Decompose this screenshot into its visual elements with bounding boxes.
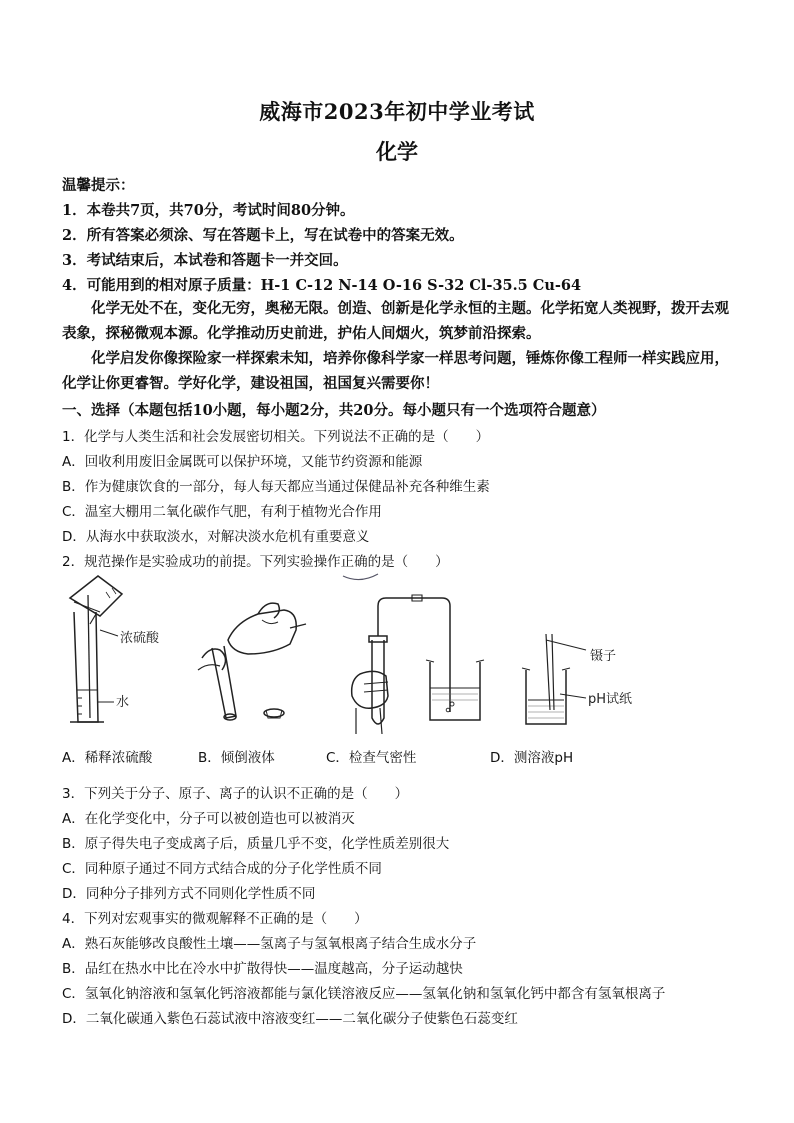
q3-option-a: A．在化学变化中，分子可以被创造也可以被消灭 [62,811,355,827]
figure-a-dilute-acid [70,576,160,722]
figure-d-measure-ph [522,634,632,724]
caption-a: A．稀释浓硫酸 [62,750,153,766]
tips-heading: 温馨提示： [62,177,135,194]
exam-title: 威海市2023年初中学业考试 [259,99,535,124]
experiment-figure [60,570,740,740]
label-water: 水 [116,695,130,710]
q3-option-b: B．原子得失电子变成离子后，质量几乎不变，化学性质差别很大 [62,836,450,852]
q4-option-c: C．氢氧化钠溶液和氢氧化钙溶液都能与氯化镁溶液反应——氢氧化钠和氢氧化钙中都含有氢氧根离子 [62,986,666,1002]
question-4-stem: 4．下列对宏观事实的微观解释不正确的是（ ） [62,911,368,927]
q1-option-c: C．温室大棚用二氧化碳作气肥，有利于植物光合作用 [62,504,382,520]
question-2-stem: 2．规范操作是实验成功的前提。下列实验操作正确的是（ ） [62,554,449,570]
figure-b-pour-liquid [198,603,306,720]
question-3-stem: 3．下列关于分子、原子、离子的认识不正确的是（ ） [62,786,409,802]
q3-option-d: D．同种分子排列方式不同则化学性质不同 [62,886,316,902]
q1-option-d: D．从海水中获取淡水，对解决淡水危机有重要意义 [62,529,370,545]
q4-option-d: D．二氧化碳通入紫色石蕊试液中溶液变红——二氧化碳分子使紫色石蕊变红 [62,1011,518,1027]
tip-item: 3．考试结束后，本试卷和答题卡一并交回。 [62,252,348,269]
subject-title: 化学 [376,139,418,164]
caption-c: C．检查气密性 [326,750,417,766]
caption-b: B．倾倒液体 [198,750,275,766]
tip-item: 4．可能用到的相对原子质量：H-1 C-12 N-14 O-16 S-32 Cl-35.5 Cu-64 [62,277,582,294]
q4-option-b: B．品红在热水中比在冷水中扩散得快——温度越高，分子运动越快 [62,961,463,977]
intro-paragraph: 化学无处不在，变化无穷，奥秘无限。创造、创新是化学永恒的主题。化学拓宽人类视野，拨开去观表象，探秘微观本源。化学推动历史前进，护佑人间烟火，筑梦前沿探索。 [62,300,729,342]
label-tweezers: 镊子 [590,649,617,664]
tip-item: 2．所有答案必须涂、写在答题卡上，写在试卷中的答案无效。 [62,227,464,244]
label-ph-paper: pH试纸 [588,692,633,707]
intro-paragraph: 化学启发你像探险家一样探索未知，培养你像科学家一样思考问题，锤炼你像工程师一样实践应用，化学让你更睿智。学好化学，建设祖国，祖国复兴需要你！ [62,350,729,392]
caption-d: D．测溶液pH [490,750,574,766]
section-heading: 一、选择（本题包括10小题，每小题2分，共20分。每小题只有一个选项符合题意） [62,402,606,419]
question-1-stem: 1．化学与人类生活和社会发展密切相关。下列说法不正确的是（ ） [62,429,490,445]
figure-c-airtightness [352,595,484,734]
q1-option-b: B．作为健康饮食的一部分，每人每天都应当通过保健品补充各种维生素 [62,479,490,495]
q3-option-c: C．同种原子通过不同方式结合成的分子化学性质不同 [62,861,382,877]
tip-item: 1．本卷共7页，共70分，考试时间80分钟。 [62,202,355,219]
label-acid: 浓硫酸 [120,631,160,646]
q1-option-a: A．回收利用废旧金属既可以保护环境，又能节约资源和能源 [62,454,423,470]
q4-option-a: A．熟石灰能够改良酸性土壤——氢离子与氢氧根离子结合生成水分子 [62,936,477,952]
